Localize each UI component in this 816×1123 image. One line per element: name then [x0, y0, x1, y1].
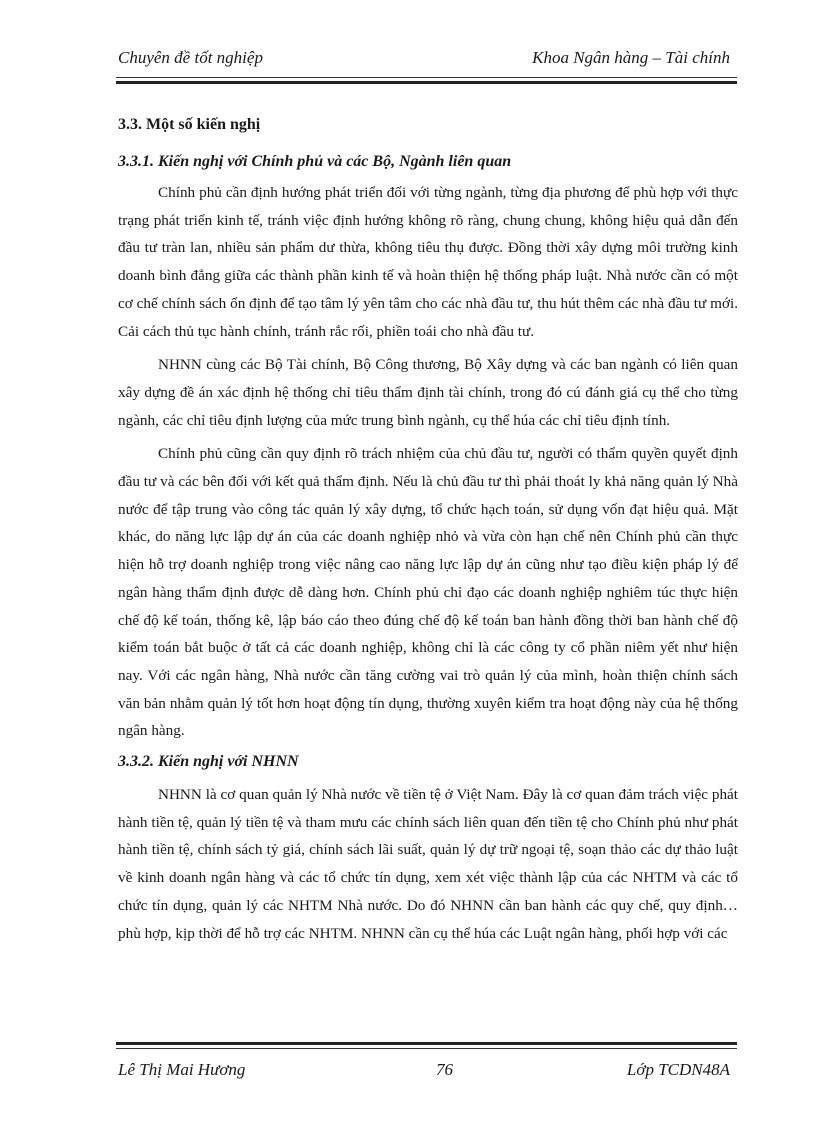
subsection-heading-2: 3.3.2. Kiến nghị với NHNN — [118, 753, 299, 771]
footer-class: Lớp TCDN48A — [626, 1060, 730, 1079]
footer-rule-thin — [116, 1048, 737, 1049]
section-heading: 3.3. Một số kiến nghị — [118, 116, 261, 133]
header-document-type: Chuyên đề tốt nghiệp — [118, 48, 263, 67]
page-header — [118, 48, 730, 72]
paragraph: Chính phủ cũng cần quy định rõ trách nhiệm của chủ đầu tư, người có thẩm quyền quyết định đầu tư và các bên đối với kết quả thẩm định. Nếu là chủ đầu tư thì phải thoát ly khả năng quản lý Nhà nước để tập trung vào công tác quản lý xây dựng, tổ chức hạch toán, sử dụng vốn đạt hiệu quả. Mặt khác, do năng lực lập dự án của các doanh nghiệp nhỏ và vừa còn hạn chế nên Chính phủ cần thực hiện hỗ trợ doanh nghiệp trong việc nâng cao năng lực lập dự án cũng như tạo điều kiện pháp lý để ngân hàng thẩm định được dễ dàng hơn. Chính phủ chỉ đạo các doanh nghiệp nghiêm túc thực hiện chế độ kế toán, thống kê, lập báo cáo theo đúng chế độ kế toán ban hành đồng thời ban hành chế độ kiểm toán bắt buộc ở tất cả các doanh nghiệp, không chỉ là các công ty cổ phần niêm yết như hiện nay. Với các ngân hàng, Nhà nước cần tăng cường vai trò quản lý của mình, hoàn thiện chính sách văn bản nhằm quản lý tốt hơn hoạt động tín dụng, thường xuyên kiểm tra hoạt động này của hệ thống ngân hàng. — [118, 445, 738, 740]
paragraph: NHNN là cơ quan quản lý Nhà nước về tiền tệ ở Việt Nam. Đây là cơ quan đảm trách việc phát hành tiền tệ, quản lý tiền tệ và tham mưu các chính sách liên quan đến tiền tệ cho Chính phủ như phát hành tiền tệ, chính sách tỷ giá, chính sách lãi suất, quản lý dự trữ ngoại tệ, soạn thảo các dự thảo luật về kinh doanh ngân hàng và các tổ chức tín dụng, xem xét việc thành lập của các NHTM và các tổ chức tín dụng, quản lý các NHTM Nhà nước. Do đó NHNN cần ban hành các quy chế, quy định… phù hợp, kịp thời để hỗ trợ các NHTM. NHNN cần cụ thể húa các Luật ngân hàng, phối hợp với các — [118, 786, 738, 942]
page-body — [118, 114, 738, 953]
page-footer — [118, 1060, 730, 1084]
header-rule-thick — [116, 81, 737, 84]
footer-author: Lê Thị Mai Hương — [118, 1060, 246, 1079]
header-rule-thin — [116, 77, 737, 78]
page-number: 76 — [436, 1060, 453, 1079]
footer-rule-thick — [116, 1042, 737, 1045]
subsection-heading-1: 3.3.1. Kiến nghị với Chính phủ và các Bộ, Ngành liên quan — [118, 153, 512, 170]
paragraph: Chính phủ cần định hướng phát triển đối với từng ngành, từng địa phương để phù hợp với thực trạng phát triển kinh tế, tránh việc định hướng không rõ ràng, chung chung, không hiệu quả dẫn đến đầu tư tràn lan, nhiều sản phẩm dư thừa, không tiêu thụ được. Đồng thời xây dựng môi trường kinh doanh bình đẳng giữa các thành phần kinh tế và hoàn thiện hệ thống pháp luật. Nhà nước cần có một cơ chế chính sách ổn định để tạo tâm lý yên tâm cho các nhà đầu tư, thu hút thêm các nhà đầu tư mới. Cải cách thủ tục hành chính, tránh rắc rối, phiền toái cho nhà đầu tư. — [118, 184, 738, 340]
paragraph: NHNN cùng các Bộ Tài chính, Bộ Công thương, Bộ Xây dựng và các ban ngành có liên quan xây dựng đề án xác định hệ thống chỉ tiêu thẩm định tài chính, trong đó cú đánh giá cụ thể cho từng ngành, các chỉ tiêu định lượng của mức trung bình ngành, cụ thể húa các chỉ tiêu định tính. — [118, 356, 738, 429]
header-faculty: Khoa Ngân hàng – Tài chính — [532, 48, 730, 67]
